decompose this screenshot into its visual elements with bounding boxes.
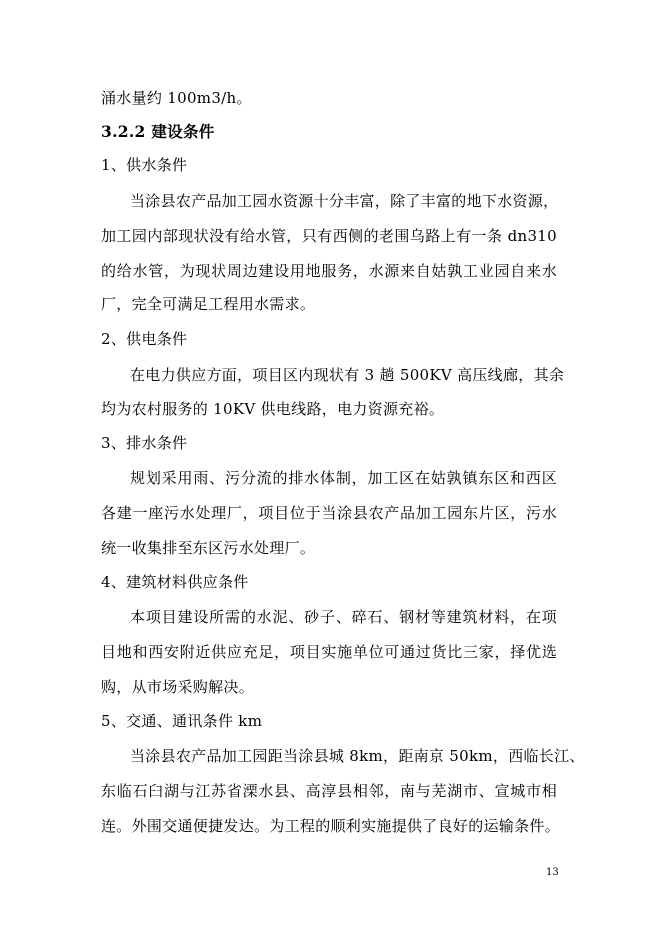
page-number: 13 xyxy=(546,867,559,878)
paragraph-line: 当涂县农产品加工园距当涂县城 8km，距南京 50km，西临长江、 xyxy=(130,747,585,765)
paragraph-line: 涌水量约 100m3/h。 xyxy=(101,89,252,107)
paragraph-line: 厂，完全可满足工程用水需求。 xyxy=(101,295,316,313)
subsection-title: 3、排水条件 xyxy=(101,434,188,452)
subsection-title: 2、供电条件 xyxy=(101,330,188,348)
paragraph-line: 各建一座污水处理厂，项目位于当涂县农产品加工园东片区，污水 xyxy=(101,504,557,522)
paragraph-line: 统一收集排至东区污水处理厂。 xyxy=(101,539,316,557)
subsection-title: 5、交通、通讯条件 km xyxy=(101,712,263,730)
subsection-title: 1、供水条件 xyxy=(101,156,188,174)
paragraph-line: 连。外围交通便捷发达。为工程的顺利实施提供了良好的运输条件。 xyxy=(101,817,561,835)
paragraph-line: 规划采用雨、污分流的排水体制，加工区在姑孰镇东区和西区 xyxy=(130,469,557,487)
paragraph-line: 购，从市场采购解决。 xyxy=(101,678,255,696)
paragraph-line: 加工园内部现状没有给水管，只有西侧的老围乌路上有一条 dn310 xyxy=(101,227,557,245)
paragraph-line: 在电力供应方面，项目区内现状有 3 趟 500KV 高压线廊，其余 xyxy=(130,366,565,384)
paragraph-line: 目地和西安附近供应充足，项目实施单位可通过货比三家，择优选 xyxy=(101,643,557,661)
paragraph-line: 东临石臼湖与江苏省溧水县、高淳县相邻，南与芜湖市、宣城市相 xyxy=(101,782,557,800)
paragraph-line: 均为农村服务的 10KV 供电线路，电力资源充裕。 xyxy=(101,400,445,418)
paragraph-line: 的给水管，为现状周边建设用地服务，水源来自姑孰工业园自来水 xyxy=(101,262,557,280)
paragraph-line: 当涂县农产品加工园水资源十分丰富，除了丰富的地下水资源， xyxy=(130,192,559,210)
paragraph-line: 本项目建设所需的水泥、砂子、碎石、钢材等建筑材料，在项 xyxy=(130,608,557,626)
subsection-title: 4、建筑材料供应条件 xyxy=(101,573,249,591)
section-heading: 3.2.2 建设条件 xyxy=(101,122,215,141)
